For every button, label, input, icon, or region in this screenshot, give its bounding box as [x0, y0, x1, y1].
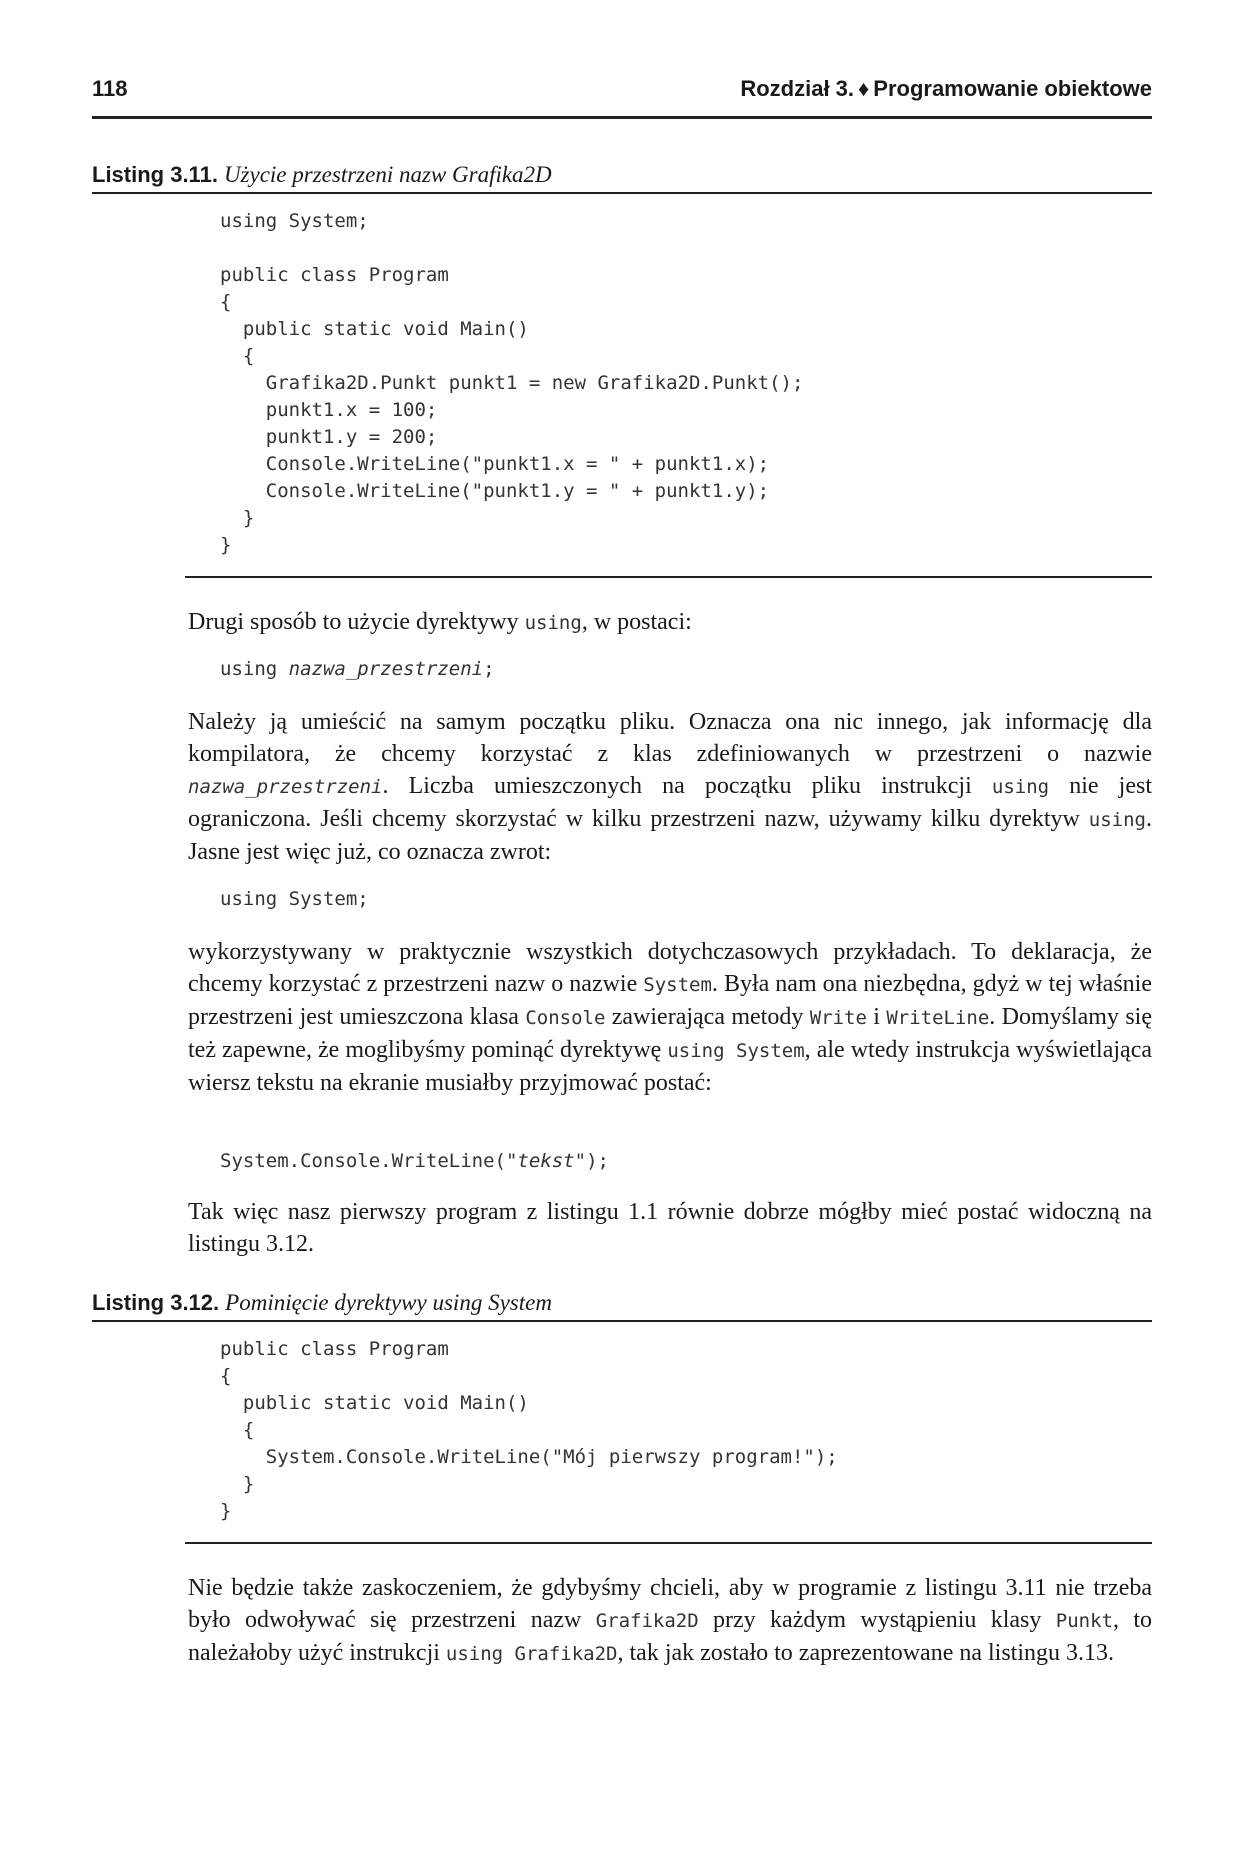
listing-3-11-code: [220, 208, 803, 559]
code-line: {: [220, 1365, 232, 1387]
listing-3-12-code: [220, 1336, 838, 1525]
code-line: using System;: [220, 210, 369, 232]
code-line: public class Program: [220, 1338, 449, 1360]
text-run: . Liczba umieszczonych na początku pliku instrukcji: [382, 773, 992, 799]
text-run: przy każdym wystąpieniu klasy: [698, 1607, 1056, 1633]
chapter-title: Programowanie obiektowe: [873, 76, 1152, 101]
code-example-writeline: [220, 1148, 609, 1175]
text-run: Nie będzie także zaskoczeniem, że gdybyśmy chcieli, aby w programie z listingu 3.11 nie trzeba było odwoływać się przestrzeni nazw: [188, 1575, 1152, 1633]
code-line: public class Program: [220, 264, 449, 286]
paragraph: [188, 936, 1152, 1099]
text-run: nie jest ograniczona. Jeśli chcemy skorzystać w kilku przestrzeni nazw, używamy kilku dyrektyw: [188, 773, 1152, 832]
text-run: . Jasne jest więc już, co oznacza zwrot:: [188, 806, 1152, 865]
listing-end-rule: [185, 1542, 1152, 1544]
text-run: wykorzystywany w praktycznie wszystkich dotychczasowych przykładach. To deklaracja, że chcemy korzystać z przestrzeni nazw o nazwie: [188, 939, 1152, 997]
code-line: punkt1.y = 200;: [220, 426, 438, 448]
code-line: {: [220, 1419, 255, 1441]
text-run: , to należałoby użyć instrukcji: [188, 1607, 1153, 1666]
inline-code: using: [1088, 809, 1146, 831]
listing-3-12-caption: [92, 1288, 1152, 1322]
code-line: [220, 235, 803, 262]
text-run: . Domyślamy się też zapewne, że moglibyśmy pominąć dyrektywę: [188, 1004, 1152, 1063]
code-placeholder: nazwa_przestrzeni: [288, 658, 484, 680]
text-run: , ale wtedy instrukcja wyświetlająca wiersz tekstu na ekranie musiałby przyjmować postać:: [188, 1037, 1152, 1096]
code-placeholder: tekst: [517, 1150, 575, 1172]
code-line: public static void Main(): [220, 1392, 529, 1414]
diamond-separator: ♦: [858, 76, 870, 101]
code-line: }: [220, 507, 255, 529]
inline-code: using: [524, 612, 582, 634]
listing-title: Użycie przestrzeni nazw Grafika2D: [223, 162, 552, 187]
inline-code: using: [991, 776, 1050, 798]
inline-code: Write: [809, 1007, 867, 1029]
text-run: Należy ją umieścić na samym początku pliku. Oznacza ona nic innego, jak informację dla kompilatora, że chcemy korzystać z klas zdefiniowanych w przestrzeni o nazwie: [188, 709, 1152, 767]
code-line: Console.WriteLine("punkt1.x = " + punkt1.x);: [220, 453, 770, 475]
text-run: i: [866, 1004, 887, 1030]
inline-code: Console: [525, 1007, 606, 1029]
code-line: punkt1.x = 100;: [220, 399, 438, 421]
code-line: }: [220, 1473, 255, 1495]
code-line: public static void Main(): [220, 318, 529, 340]
inline-code: Punkt: [1055, 1610, 1113, 1632]
text-run: zawierająca metody: [605, 1004, 810, 1030]
code-line: Grafika2D.Punkt punkt1 = new Grafika2D.Punkt();: [220, 372, 804, 394]
paragraph: [188, 606, 1152, 639]
code-line: }: [220, 534, 232, 556]
code-line: }: [220, 1500, 232, 1522]
inline-code: using Grafika2D: [445, 1643, 618, 1665]
inline-code: System: [643, 974, 712, 996]
text-run: Drugi sposób to użycie dyrektywy: [188, 609, 525, 635]
code-text: ");: [574, 1150, 609, 1172]
running-header: [92, 74, 1152, 119]
page-number: 118: [92, 76, 128, 101]
text-run: , tak jak zostało to zaprezentowane na listingu 3.13.: [617, 1640, 1115, 1666]
code-line: Console.WriteLine("punkt1.y = " + punkt1.y);: [220, 480, 770, 502]
listing-3-11-caption: [92, 160, 1152, 194]
code-example-using-system: using System;: [220, 888, 369, 910]
listing-label: Listing 3.12.: [92, 1290, 220, 1315]
text-run: . Była nam ona niezbędna, gdyż w tej właśnie przestrzeni jest umieszczona klasa: [188, 971, 1152, 1030]
text-run: , w postaci:: [581, 609, 692, 635]
inline-code: WriteLine: [886, 1007, 990, 1029]
inline-code: nazwa_przestrzeni: [188, 776, 383, 798]
chapter-number: Rozdział 3.: [740, 76, 855, 101]
code-line: {: [220, 291, 232, 313]
code-line: System.Console.WriteLine("Mój pierwszy program!");: [220, 1446, 838, 1468]
code-text: System.Console.WriteLine(": [220, 1150, 518, 1172]
listing-label: Listing 3.11.: [92, 162, 218, 187]
chapter-heading: [740, 76, 1152, 102]
code-line: {: [220, 345, 255, 367]
paragraph: Tak więc nasz pierwszy program z listingu 1.1 równie dobrze mógłby mieć postać widoczną na listingu 3.12.: [188, 1199, 1152, 1257]
paragraph: [188, 706, 1152, 868]
listing-title: Pominięcie dyrektywy using System: [225, 1290, 552, 1315]
code-punct: ;: [483, 658, 495, 680]
code-example-using-namespace: [220, 656, 495, 683]
paragraph: [188, 1572, 1152, 1670]
inline-code: Grafika2D: [595, 1610, 699, 1632]
listing-end-rule: [185, 576, 1152, 578]
code-keyword: using: [220, 658, 289, 680]
inline-code: using System: [667, 1040, 805, 1062]
